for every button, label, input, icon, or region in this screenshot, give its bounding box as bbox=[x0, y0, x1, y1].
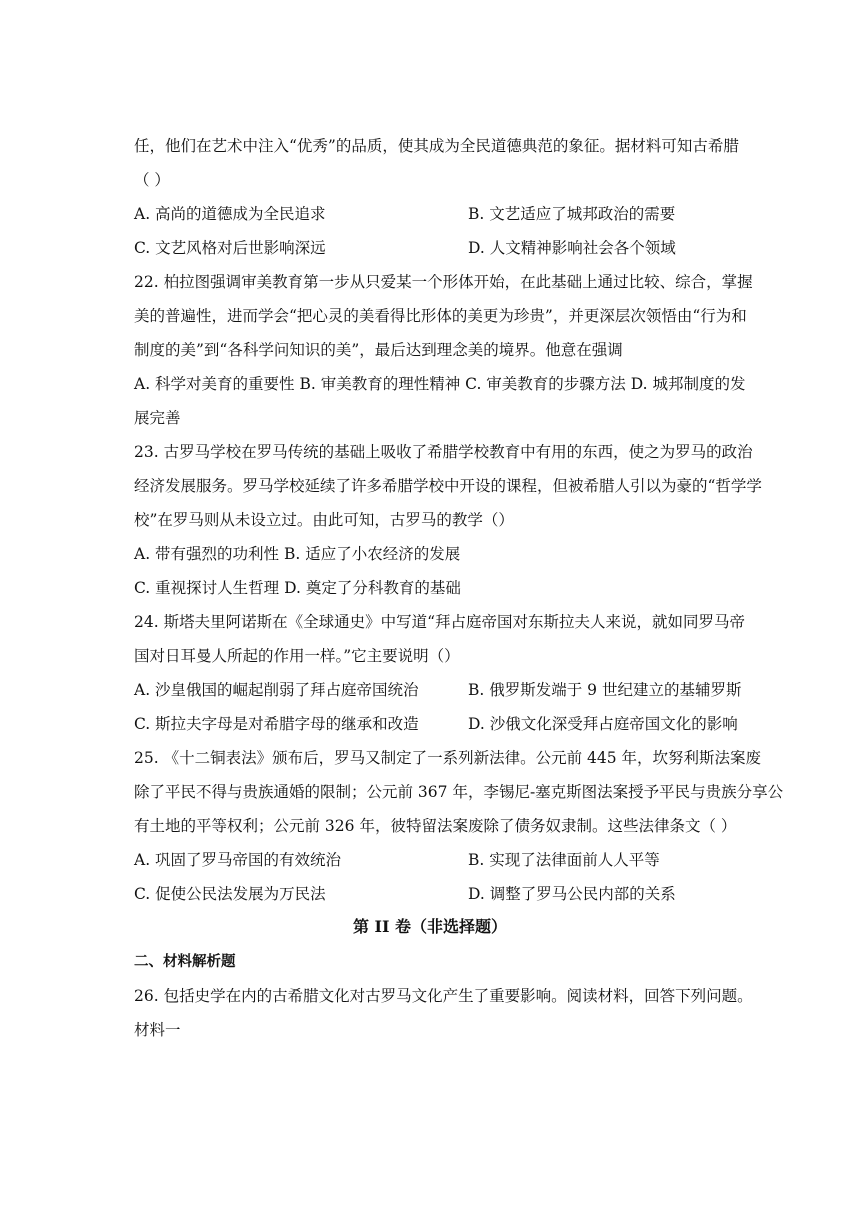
q25-option-b[interactable]: B. 实现了法律面前人人平等 bbox=[468, 851, 660, 869]
section-heading: 二、材料解析题 bbox=[134, 953, 236, 970]
q21-stem-line: 任，他们在艺术中注入“优秀”的品质，使其成为全民道德典范的象征。据材料可知古希腊 bbox=[134, 137, 739, 155]
q24-option-b[interactable]: B. 俄罗斯发端于 9 世纪建立的基辅罗斯 bbox=[468, 681, 742, 699]
q24-stem-line-2: 国对日耳曼人所起的作用一样。”它主要说明（） bbox=[134, 647, 460, 665]
q24-stem-line-1: 24. 斯塔夫里阿诺斯在《全球通史》中写道“拜占庭帝国对东斯拉夫人来说，就如同罗马帝 bbox=[134, 613, 746, 631]
q22-stem-line-3: 制度的美”到“各科学问知识的美”，最后达到理念美的境界。他意在强调 bbox=[134, 341, 623, 359]
q23-options-ab[interactable]: A. 带有强烈的功利性 B. 适应了小农经济的发展 bbox=[134, 545, 461, 563]
q25-option-d[interactable]: D. 调整了罗马公民内部的关系 bbox=[468, 885, 676, 903]
q25-stem-line-2: 除了平民不得与贵族通婚的限制；公元前 367 年，李锡尼-塞克斯图法案授予平民与贵族分享公 bbox=[134, 783, 784, 801]
q24-option-c[interactable]: C. 斯拉夫字母是对希腊字母的继承和改造 bbox=[134, 715, 419, 733]
q25-option-a[interactable]: A. 巩固了罗马帝国的有效统治 bbox=[134, 851, 342, 869]
q22-stem-line-1: 22. 柏拉图强调审美教育第一步从只爱某一个形体开始，在此基础上通过比较、综合，掌握 bbox=[134, 273, 753, 291]
q24-option-d[interactable]: D. 沙俄文化深受拜占庭帝国文化的影响 bbox=[468, 715, 738, 733]
q23-stem-line-2: 经济发展服务。罗马学校延续了许多希腊学校中开设的课程，但被希腊人引以为豪的“哲学学 bbox=[134, 477, 762, 495]
q21-option-b[interactable]: B. 文艺适应了城邦政治的需要 bbox=[468, 205, 676, 223]
q24-option-a[interactable]: A. 沙皇俄国的崛起削弱了拜占庭帝国统治 bbox=[134, 681, 419, 699]
q22-stem-line-2: 美的普遍性，进而学会“把心灵的美看得比形体的美更为珍贵”，并更深层次领悟由“行为和 bbox=[134, 307, 747, 325]
q26-material-label: 材料一 bbox=[134, 1021, 181, 1039]
q23-options-cd[interactable]: C. 重视探讨人生哲理 D. 奠定了分科教育的基础 bbox=[134, 579, 461, 597]
q25-stem-line-3: 有土地的平等权利；公元前 326 年，彼特留法案废除了债务奴隶制。这些法律条文（ ） bbox=[134, 817, 737, 835]
q25-option-c[interactable]: C. 促使公民法发展为万民法 bbox=[134, 885, 326, 903]
q22-options[interactable]: A. 科学对美育的重要性 B. 审美教育的理性精神 C. 审美教育的步骤方法 D. 城邦制度的发 bbox=[134, 375, 746, 393]
q21-answer-blank: （ ） bbox=[134, 171, 170, 189]
part-2-title: 第 II 卷（非选择题） bbox=[352, 917, 508, 936]
q23-stem-line-3: 校”在罗马则从未设立过。由此可知，古罗马的教学（） bbox=[134, 511, 514, 529]
q22-options-cont[interactable]: 展完善 bbox=[134, 409, 181, 427]
q21-option-d[interactable]: D. 人文精神影响社会各个领域 bbox=[468, 239, 676, 257]
q25-stem-line-1: 25. 《十二铜表法》颁布后，罗马又制定了一系列新法律。公元前 445 年，坎努利斯法案废 bbox=[134, 749, 762, 767]
q21-option-c[interactable]: C. 文艺风格对后世影响深远 bbox=[134, 239, 326, 257]
q23-stem-line-1: 23. 古罗马学校在罗马传统的基础上吸收了希腊学校教育中有用的东西，使之为罗马的政治 bbox=[134, 443, 753, 461]
q21-option-a[interactable]: A. 高尚的道德成为全民追求 bbox=[134, 205, 326, 223]
q26-stem-line-1: 26. 包括史学在内的古希腊文化对古罗马文化产生了重要影响。阅读材料，回答下列问题。 bbox=[134, 987, 753, 1005]
